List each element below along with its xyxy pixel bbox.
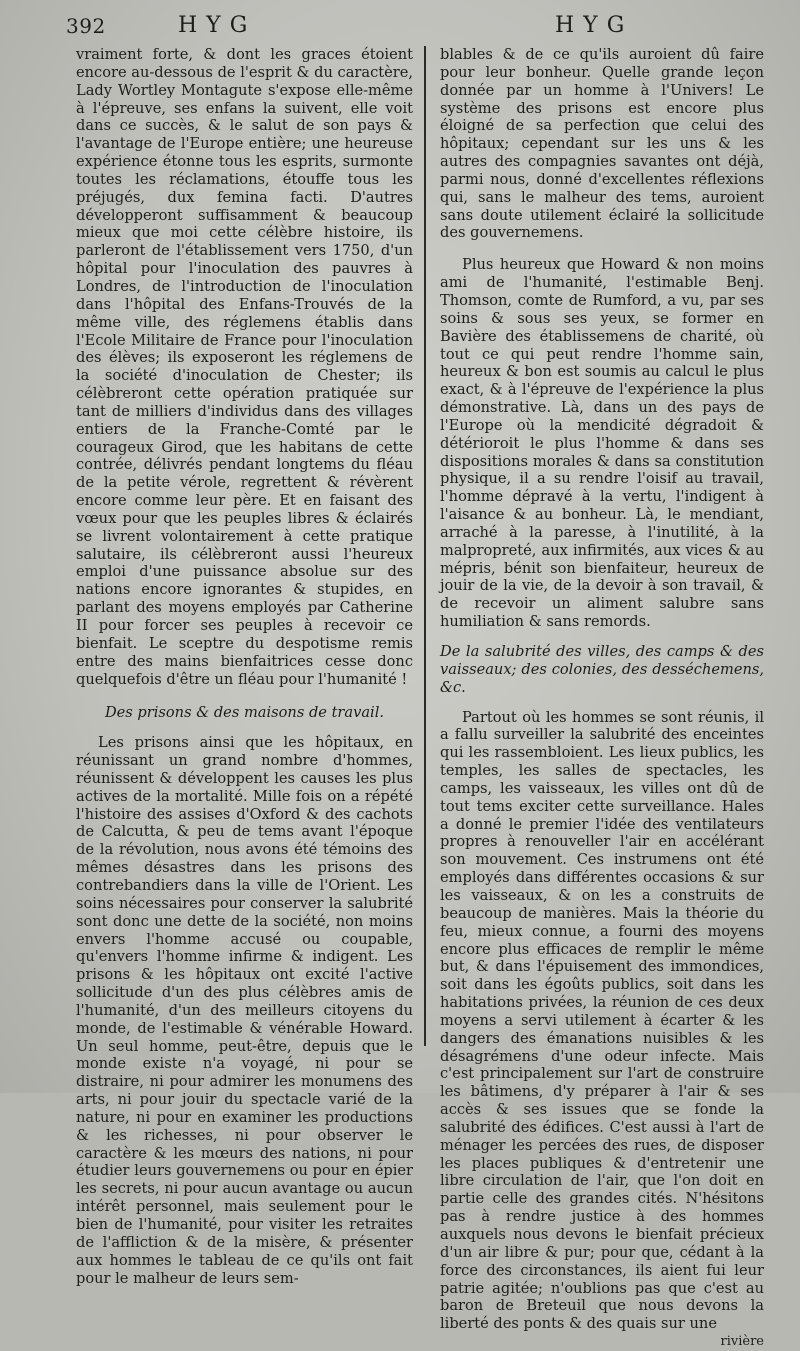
right-paragraph-1: blables & de ce qu'ils auroient dû faire pour leur bonheur. Quelle grande leçon donnée par un homme à l'Univers! Le système des prisons est encore plus éloigné de sa perfection que celui des hôpitaux; cependant sur les uns & les autres des compagnies savantes ont déjà, parmi nous, donné d'excellentes réflexions qui, sans le malheur des tems, auroient sans doute utilement éclairé la sollicitude des gouvernemens. <box>440 46 764 242</box>
right-paragraph-2: Plus heureux que Howard & non moins ami de l'humanité, l'estimable Benj. Thomson, comte de Rumford, a vu, par ses soins & sous ses yeux, se former en Bavière des établissemens de charité, où tout ce qui peut rendre l'homme sain, heureux & bon est soumis au calcul le plus exact, & à l'épreuve de l'expérience la plus démonstrative. Là, dans un des pays de l'Europe où la mendicité dégradoit & détérioroit le plus l'homme & dans ses dispositions morales & dans sa constitution physique, il a su rendre l'oisif au travail, l'homme dépravé à la vertu, l'indigent à l'aisance & au bonheur. Là, le mendiant, arraché à la paresse, à l'inutilité, à la malpropreté, aux infirmités, aux vices & au mépris, bénit son bienfaiteur, heureux de jouir de la vie, de la devoir à son travail, & de recevoir un aliment salubre sans humiliation & sans remords. <box>440 256 764 631</box>
left-column <box>76 46 413 1287</box>
right-column <box>440 46 764 1351</box>
left-paragraph-1: vraiment forte, & dont les graces étoient encore au-dessous de l'esprit & du caractère, Lady Wortley Montagute s'expose elle-même à l'épreuve, ses enfans la suivent, elle voit dans ce succès, & le salut de son pays & l'avantage de l'Europe entière; une heureuse expérience étonne tous les esprits, surmonte toutes les réclamations, étouffe tous les préjugés, dux femina facti. D'autres développeront suffisamment & beaucoup mieux que moi cette célèbre histoire, ils parleront de l'établissement vers 1750, d'un hôpital pour l'inoculation des pauvres à Londres, de l'introduction de l'inoculation dans l'hôpital des Enfans-Trouvés de la même ville, des réglemens établis dans l'Ecole Militaire de France pour l'inoculation des élèves; ils exposeront les réglemens de la société d'inoculation de Chester; ils célèbreront cette opération pratiquée sur tant de milliers d'individus dans des villages entiers de la Franche-Comté par le courageux Girod, que les habitans de cette contrée, délivrés pendant longtems du fléau de la petite vérole, regrettent & révèrent encore comme leur père. Et en faisant des vœux pour que les peuples libres & éclairés se livrent volontairement à cette pratique salutaire, ils célèbreront aussi l'heureux emploi d'une puissance absolue sur des nations encore ignorantes & stupides, en parlant des moyens employés par Catherine II pour forcer ses peuples à recevoir ce bienfait. Le sceptre du despotisme remis entre des mains bienfaitrices cesse donc quelquefois d'être un fléau pour l'humanité ! <box>76 46 413 688</box>
section-heading-salubrite: De la salubrité des villes, des camps & des vaisseaux; des colonies, des desséchemens, &c. <box>440 643 764 696</box>
running-head-left: HYG <box>178 13 257 38</box>
page-number: 392 <box>66 14 106 38</box>
column-divider <box>424 46 426 1046</box>
paragraph-gap <box>440 242 764 256</box>
running-header <box>0 12 800 42</box>
left-paragraph-2: Les prisons ainsi que les hôpitaux, en réunissant un grand nombre d'hommes, réunissent & développent les causes les plus actives de la mortalité. Mille fois on a répété l'histoire des assises d'Oxford & des cachots de Calcutta, & peu de tems avant l'époque de la révolution, nous avons été témoins des mêmes désastres dans les prisons des contrebandiers dans la ville de l'Orient. Les soins nécessaires pour conserver la salubrité sont donc une dette de la société, non moins envers l'homme accusé ou coupable, qu'envers l'homme infirme & indigent. Les prisons & les hôpitaux ont excité l'active sollicitude d'un des plus célèbres amis de l'humanité, d'un des meilleurs citoyens du monde, de l'estimable & vénérable Howard. Un seul homme, peut-être, depuis que le monde existe n'a voyagé, ni pour se distraire, ni pour admirer les monumens des arts, ni pour jouir du spectacle varié de la nature, ni pour en examiner les productions & les richesses, ni pour observer le caractère & les mœurs des nations, ni pour étudier leurs gouvernemens ou pour en épier les secrets, ni pour aucun avantage ou aucun intérêt personnel, mais seulement pour le bien de l'humanité, pour visiter les retraites de l'affliction & de la misère, & présenter aux hommes le tableau de ce qu'ils ont fait pour le malheur de leurs sem- <box>76 734 413 1287</box>
section-heading-prisons: Des prisons & des maisons de travail. <box>104 704 385 722</box>
catchword: rivière <box>720 1334 764 1350</box>
right-paragraph-3: Partout où les hommes se sont réunis, il a fallu surveiller la salubrité des enceintes qui les rassembloient. Les lieux publics, les temples, les salles de spectacles, les camps, les vaisseaux, les villes ont dû de tout tems exciter cette surveillance. Hales a donné le premier l'idée des ventilateurs propres à renouveller l'air en accélérant son mouvement. Ces instrumens ont été employés dans différentes occasions & sur les vaisseaux, & on les a construits de beaucoup de manières. Mais la théorie du feu, mieux connue, a fourni des moyens encore plus efficaces de remplir le même but, & dans l'épuisement des immondices, soit dans les égoûts publics, soit dans les habitations privées, la réunion de ces deux moyens a servi utilement à écarter & les dangers des émanations nuisibles & les désagrémens d'une odeur infecte. Mais c'est principalement sur l'art de construire les bâtimens, d'y préparer à l'air & ses accès & ses issues que se fonde la salubrité des édifices. C'est aussi à l'art de ménager les percées des rues, de disposer les places publiques & d'entretenir une libre circulation de l'air, que l'on doit en partie celle des grandes cités. N'hésitons pas à rendre justice à des hommes auxquels nous devons le bienfait précieux d'un air libre & pur; pour que, cédant à la force des circonstances, ils aient fui leur patrie agitée; n'oublions pas que c'est au baron de Breteuil que nous devons la liberté des ponts & des quais sur une <box>440 708 764 1333</box>
running-head-right: HYG <box>555 13 634 38</box>
